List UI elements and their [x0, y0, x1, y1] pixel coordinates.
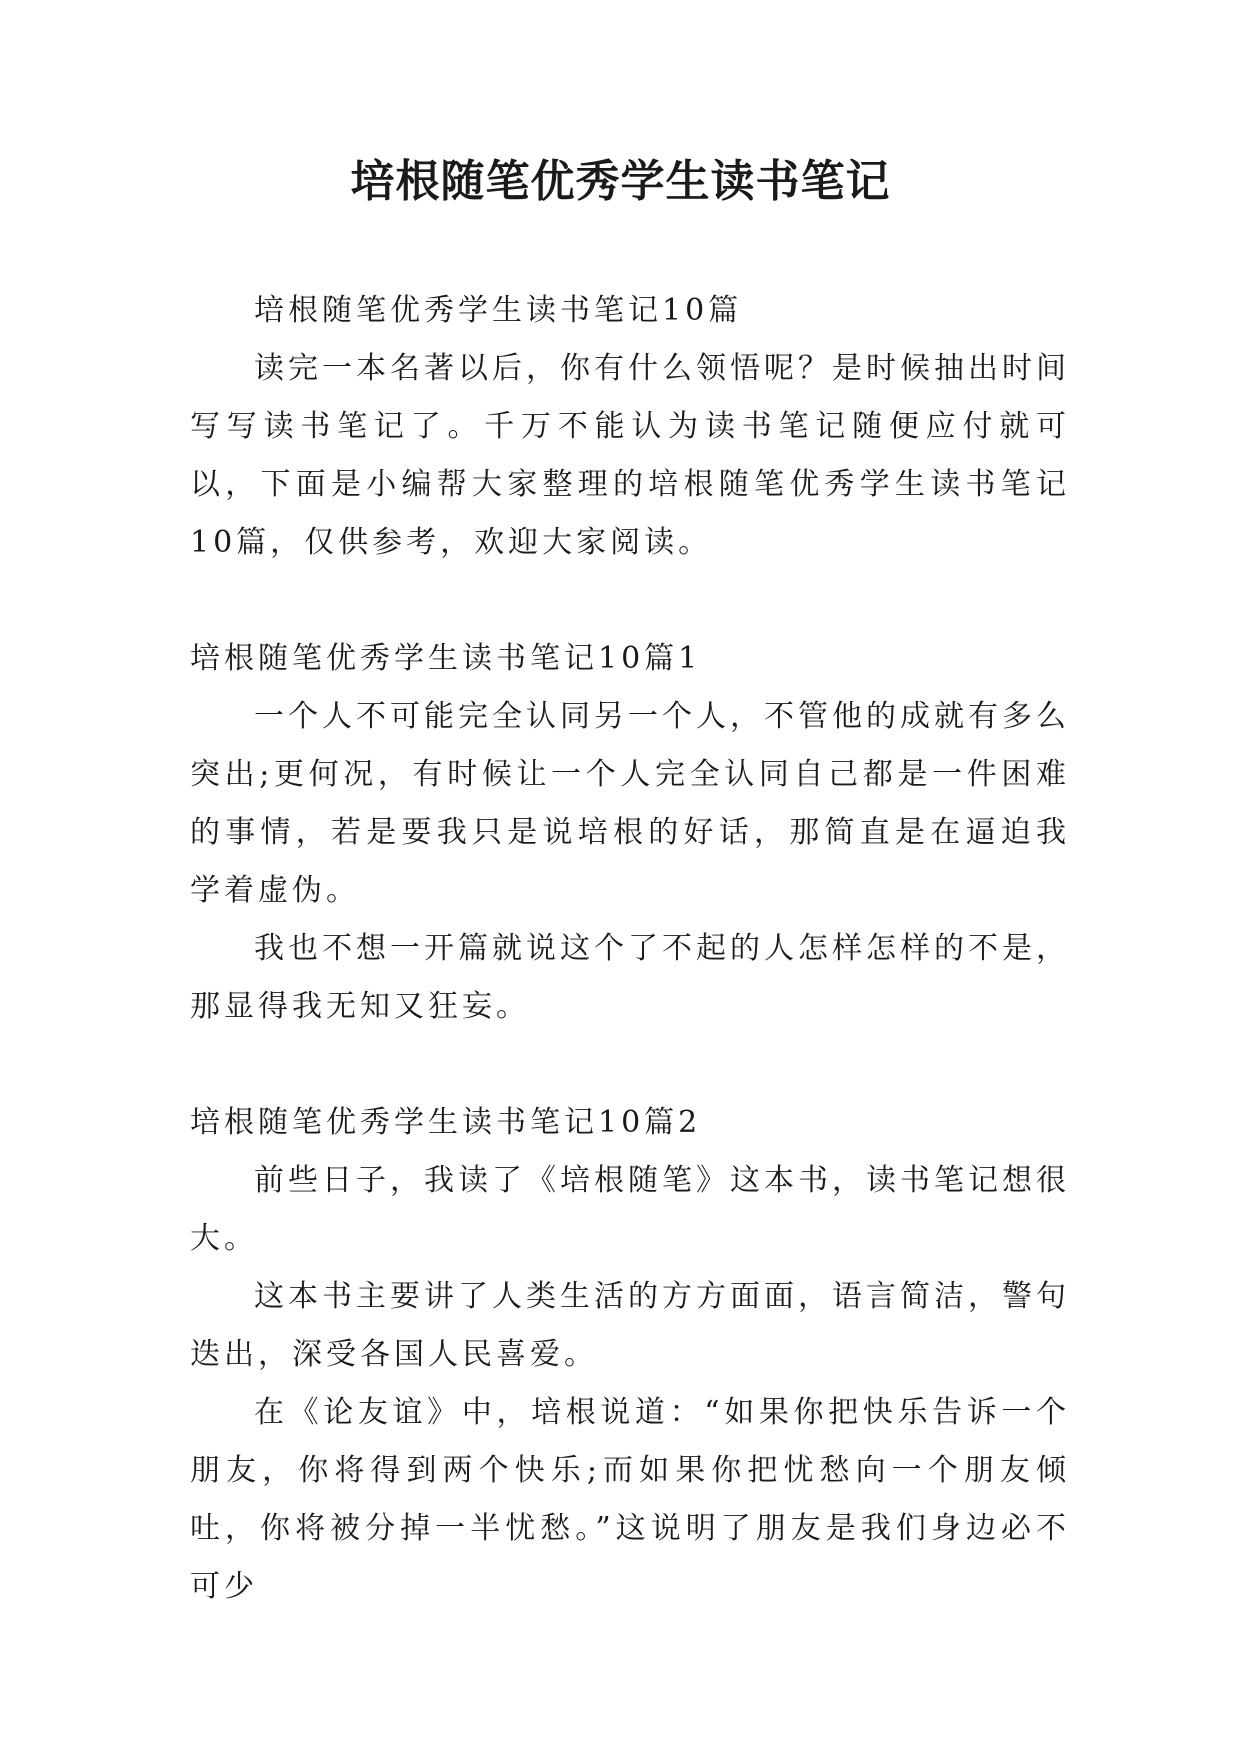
section-2 — [190, 1094, 1070, 1616]
section-1 — [190, 630, 1070, 1036]
paragraph: 在《论友谊》中，培根说道：“如果你把快乐告诉一个朋友，你将得到两个快乐;而如果你把忧愁向一个朋友倾吐，你将被分掉一半忧愁。”这说明了朋友是我们身边必不可少 — [190, 1395, 1070, 1604]
paragraph: 前些日子，我读了《培根随笔》这本书，读书笔记想很大。 — [190, 1163, 1070, 1256]
section-gap — [190, 572, 1070, 630]
intro-heading: 培根随笔优秀学生读书笔记10篇 — [254, 293, 743, 328]
intro-paragraph: 读完一本名著以后，你有什么领悟呢？是时候抽出时间写写读书笔记了。千万不能认为读书笔记随便应付就可以，下面是小编帮大家整理的培根随笔优秀学生读书笔记10篇，仅供参考，欢迎大家阅读。 — [190, 351, 1070, 560]
section-heading: 培根随笔优秀学生读书笔记10篇2 — [190, 1105, 702, 1140]
paragraph: 这本书主要讲了人类生活的方方面面，语言简洁，警句迭出，深受各国人民喜爱。 — [190, 1279, 1070, 1372]
paragraph: 我也不想一开篇就说这个了不起的人怎样怎样的不是，那显得我无知又狂妄。 — [190, 931, 1070, 1024]
section-gap — [190, 1036, 1070, 1094]
section-heading: 培根随笔优秀学生读书笔记10篇1 — [190, 641, 702, 676]
document-body — [190, 282, 1070, 1616]
document-title: 培根随笔优秀学生读书笔记 — [350, 156, 891, 207]
paragraph: 一个人不可能完全认同另一个人，不管他的成就有多么突出;更何况，有时候让一个人完全认同自己都是一件困难的事情，若是要我只是说培根的好话，那简直是在逼迫我学着虚伪。 — [190, 699, 1070, 908]
